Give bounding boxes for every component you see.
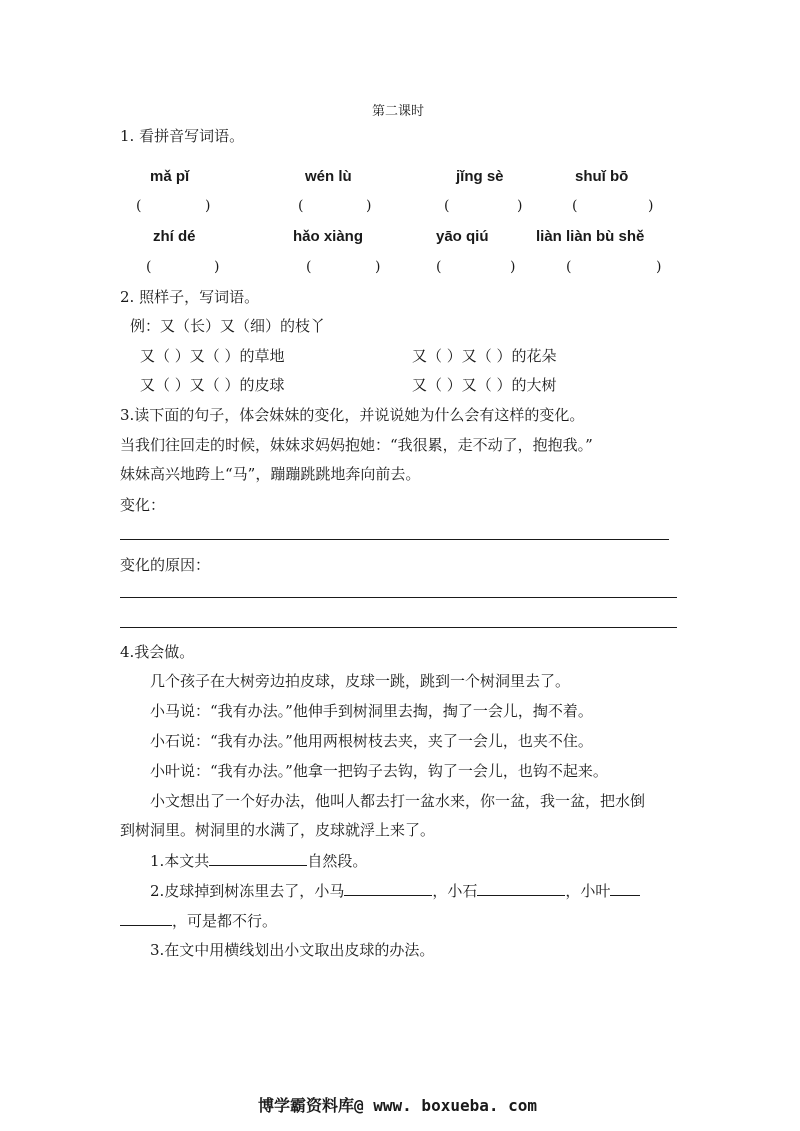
passage-paragraph: 小马说：“我有办法。”他伸手到树洞里去掏，掏了一会儿，掏不着。 <box>150 702 593 720</box>
pinyin-2: wén lù <box>305 168 352 185</box>
fill-blank[interactable] <box>120 910 172 926</box>
fill-blank[interactable] <box>344 880 432 896</box>
q3-sentence-2: 妹妹高兴地跨上“马”，蹦蹦跳跳地奔向前去。 <box>120 465 421 483</box>
q2-item: 又（ ）又（ ）的皮球 <box>140 376 285 394</box>
pinyin-5: zhí dé <box>153 228 196 245</box>
q2-item: 又（ ）又（ ）的大树 <box>412 376 557 394</box>
answer-paren-open: ( <box>298 198 304 214</box>
pinyin-3: jǐng sè <box>456 168 504 185</box>
q4-heading: 4.我会做。 <box>120 643 195 661</box>
sub-question-3: 3.在文中用横线划出小文取出皮球的办法。 <box>150 941 435 959</box>
sub1-prefix: 1.本文共 <box>150 852 210 870</box>
reason-label: 变化的原因： <box>120 556 211 574</box>
answer-paren-close: ) <box>366 198 372 214</box>
q3-sentence-1: 当我们往回走的时候，妹妹求妈妈抱她：“我很累，走不动了，抱抱我。” <box>120 436 593 454</box>
pinyin-6: hǎo xiàng <box>293 228 364 245</box>
answer-paren-close: ) <box>648 198 654 214</box>
answer-paren-open: ( <box>572 198 578 214</box>
answer-paren-close: ) <box>375 259 381 275</box>
answer-paren-close: ) <box>214 259 220 275</box>
q1-heading: 1. 看拼音写词语。 <box>120 127 245 145</box>
passage-paragraph: 小叶说：“我有办法。”他拿一把钩子去钩，钩了一会儿，也钩不起来。 <box>150 762 608 780</box>
passage-paragraph: 几个孩子在大树旁边拍皮球，皮球一跳，跳到一个树洞里去了。 <box>150 672 571 690</box>
q2-heading: 2. 照样子，写词语。 <box>120 288 260 306</box>
answer-paren-close: ) <box>205 198 211 214</box>
answer-paren-open: ( <box>436 259 442 275</box>
answer-line[interactable] <box>120 627 677 628</box>
answer-paren-close: ) <box>517 198 523 214</box>
fill-blank[interactable] <box>610 880 640 896</box>
answer-line[interactable] <box>120 539 669 540</box>
pinyin-7: yāo qiú <box>436 228 489 245</box>
sub2-prefix: 2.皮球掉到树冻里去了，小马 <box>150 882 345 900</box>
sub-question-2-continued <box>120 910 277 931</box>
q2-item: 又（ ）又（ ）的草地 <box>140 347 285 365</box>
answer-paren-open: ( <box>136 198 142 214</box>
fill-blank[interactable] <box>477 880 565 896</box>
passage-paragraph: 小石说：“我有办法。”他用两根树枝去夹，夹了一会儿，也夹不住。 <box>150 732 593 750</box>
pinyin-8: liàn liàn bù shě <box>536 228 645 245</box>
answer-line[interactable] <box>120 597 677 598</box>
q2-item: 又（ ）又（ ）的花朵 <box>412 347 557 365</box>
pinyin-4: shuǐ bō <box>575 168 629 185</box>
passage-paragraph: 小文想出了一个好办法，他叫人都去打一盆水来，你一盆，我一盆，把水倒 <box>150 792 646 810</box>
page-title: 第二课时 <box>372 104 425 119</box>
passage-paragraph-continued: 到树洞里。树洞里的水满了，皮球就浮上来了。 <box>120 821 436 839</box>
sub2-tail: ，可是都不行。 <box>172 912 278 930</box>
sub2-ma-end: ，小石 <box>432 882 478 900</box>
answer-paren-open: ( <box>306 259 312 275</box>
answer-paren-open: ( <box>566 259 572 275</box>
q3-heading: 3.读下面的句子，体会妹妹的变化，并说说她为什么会有这样的变化。 <box>120 406 585 424</box>
change-label: 变化： <box>120 496 166 514</box>
sub2-shi-end: ，小叶 <box>565 882 611 900</box>
sub-question-1 <box>150 850 367 871</box>
q2-example: 例：又（长）又（细）的枝丫 <box>130 317 326 335</box>
pinyin-1: mǎ pǐ <box>150 168 190 185</box>
sub1-suffix: 自然段。 <box>307 852 368 870</box>
footer-watermark: 博学霸资料库@ www. boxueba. com <box>258 1096 538 1115</box>
answer-paren-close: ) <box>656 259 662 275</box>
answer-paren-close: ) <box>510 259 516 275</box>
answer-paren-open: ( <box>146 259 152 275</box>
sub-question-2 <box>150 880 640 901</box>
fill-blank[interactable] <box>209 850 307 866</box>
answer-paren-open: ( <box>444 198 450 214</box>
